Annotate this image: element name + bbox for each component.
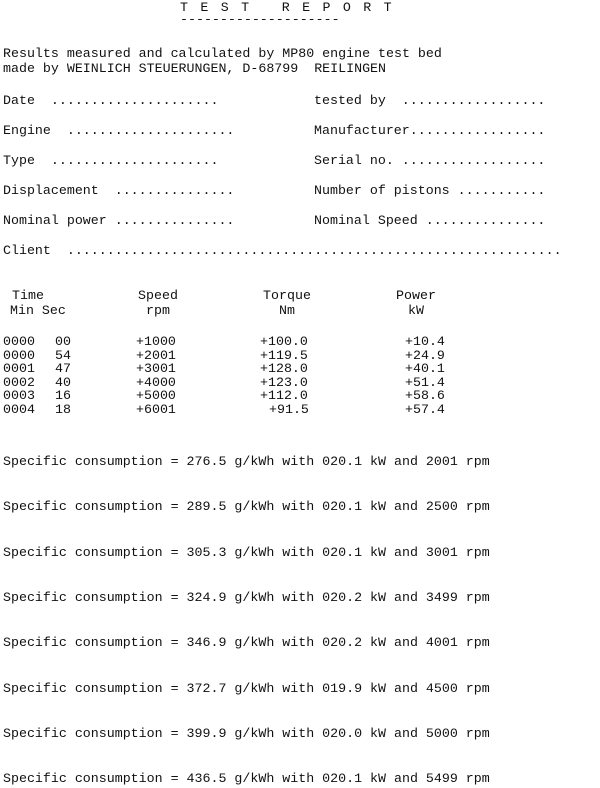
cell-torque: +128.0 [260, 361, 308, 377]
cell-min: 0004 [3, 402, 35, 417]
cell-sec: 40 [55, 374, 71, 390]
header-time: Time [12, 288, 44, 303]
title-underline: -------------------- [180, 12, 340, 27]
consumption-line: Specific consumption = 289.5 g/kWh with 020.1 kW and 2500 rpm [3, 499, 490, 515]
cell-torque: +119.5 [260, 347, 308, 363]
cell-min: 0000 [3, 334, 35, 349]
header-torque: Torque [263, 288, 311, 303]
cell-torque: +91.5 [269, 402, 309, 417]
field-displacement: Displacement ............... [3, 183, 235, 198]
field-client: Client .............................................................. [3, 243, 562, 258]
header-power: Power [396, 288, 436, 303]
cell-speed: +6001 [136, 402, 176, 417]
cell-speed: +5000 [136, 388, 176, 404]
field-nominal-power: Nominal power ............... [3, 213, 235, 228]
cell-speed: +1000 [136, 334, 176, 349]
intro-line-1: Results measured and calculated by MP80 engine test bed [3, 46, 442, 61]
cell-power: +10.4 [405, 334, 445, 349]
cell-power: +57.4 [405, 402, 445, 417]
consumption-line: Specific consumption = 399.9 g/kWh with 020.0 kW and 5000 rpm [3, 725, 490, 741]
field-engine: Engine ..................... [3, 123, 235, 138]
consumption-line: Specific consumption = 276.5 g/kWh with 020.1 kW and 2001 rpm [3, 454, 490, 469]
cell-sec: 00 [55, 334, 71, 349]
cell-power: +24.9 [405, 347, 445, 363]
consumption-line: Specific consumption = 372.7 g/kWh with 019.9 kW and 4500 rpm [3, 680, 490, 696]
cell-sec: 47 [55, 361, 71, 377]
consumption-line: Specific consumption = 436.5 g/kWh with 020.1 kW and 5499 rpm [3, 771, 490, 787]
field-type: Type ..................... [3, 153, 219, 168]
cell-power: +51.4 [405, 374, 445, 390]
header-torque-unit: Nm [279, 303, 295, 318]
field-date: Date ..................... [3, 93, 219, 108]
cell-power: +40.1 [405, 361, 445, 377]
field-serial-no: Serial no. .................. [314, 153, 546, 168]
cell-sec: 18 [55, 402, 71, 417]
header-speed: Speed [138, 288, 178, 303]
field-tested-by: tested by .................. [314, 93, 546, 108]
report-title: T E S T R E P O R T [180, 0, 394, 15]
cell-speed: +3001 [136, 361, 176, 377]
cell-power: +58.6 [405, 388, 445, 404]
cell-torque: +112.0 [260, 388, 308, 404]
header-min-sec: Min Sec [10, 303, 66, 318]
cell-min: 0000 [3, 347, 35, 363]
cell-speed: +4000 [136, 374, 176, 390]
consumption-line: Specific consumption = 346.9 g/kWh with 020.2 kW and 4001 rpm [3, 635, 490, 651]
header-speed-unit: rpm [146, 303, 170, 318]
consumption-line: Specific consumption = 324.9 g/kWh with 020.2 kW and 3499 rpm [3, 589, 490, 605]
consumption-line: Specific consumption = 305.3 g/kWh with 020.1 kW and 3001 rpm [3, 544, 490, 560]
cell-speed: +2001 [136, 347, 176, 363]
cell-min: 0002 [3, 374, 35, 390]
cell-torque: +100.0 [260, 334, 308, 349]
header-power-unit: kW [408, 303, 424, 318]
field-manufacturer: Manufacturer................. [314, 123, 546, 138]
cell-sec: 54 [55, 347, 71, 363]
intro-line-2: made by WEINLICH STEUERUNGEN, D-68799 REILINGEN [3, 61, 387, 76]
cell-sec: 16 [55, 388, 71, 404]
cell-min: 0003 [3, 388, 35, 404]
field-number-of-pistons: Number of pistons ........... [314, 183, 546, 198]
cell-torque: +123.0 [260, 374, 308, 390]
cell-min: 0001 [3, 361, 35, 377]
field-nominal-speed: Nominal Speed ............... [314, 213, 546, 228]
